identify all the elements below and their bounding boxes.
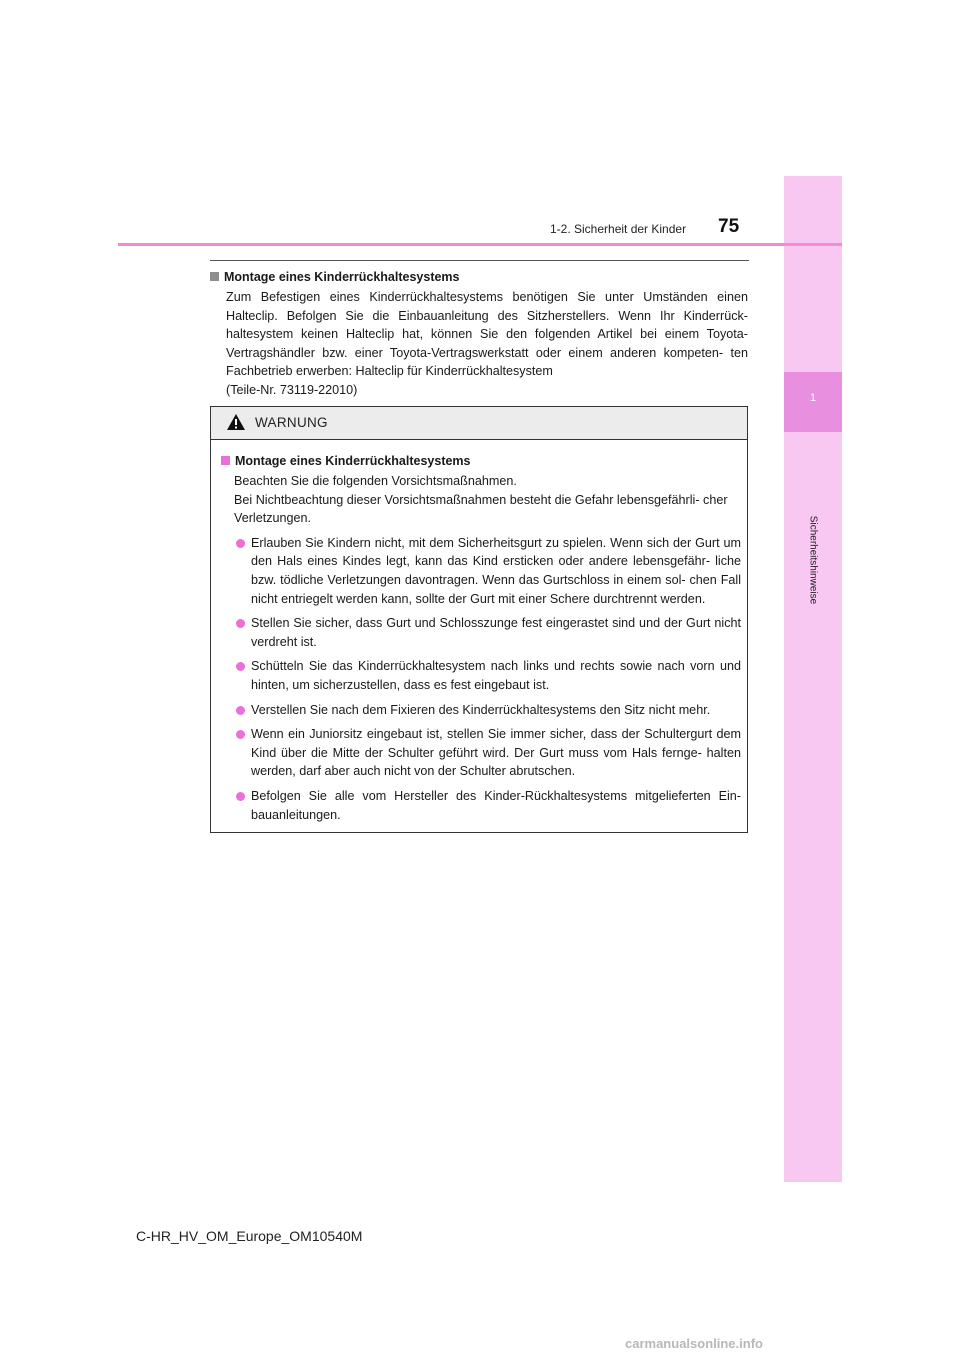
intro-paragraph: Zum Befestigen eines Kinderrückhaltesystems benötigen Sie unter Umständen einen Halteclip. Befolgen Sie die Einbauanleitung des Sitzherstellers. Wenn Ihr Kinderrück- haltesystem keinen Halteclip hat, können Sie den folgenden Artikel bei einem Toyota- Vertragshändler bzw. einer Toyota-Vertragswerkstatt oder einem anderen kompeten- ten Fachbetrieb erwerben: Halteclip für Kinderrückhaltesystem (Teile-Nr. 73119-22010) <box>226 290 749 397</box>
watermark-text: carmanualsonline.info <box>625 1336 763 1351</box>
circle-bullet-icon <box>236 730 245 739</box>
square-bullet-icon <box>210 272 219 281</box>
warning-bullet: Wenn ein Juniorsitz eingebaut ist, stellen Sie immer sicher, dass der Schultergurt dem Kind über die Mitte der Schulter geführt wird. Der Gurt muss vom Hals fernge- halten werden, darf aber auch nicht von der Schulter abrutschen. <box>221 725 741 781</box>
chapter-number: 1 <box>809 392 817 404</box>
warning-bullet: Schütteln Sie das Kinderrückhaltesystem nach links und rechts sowie nach vorn und hinten, um sicherzustellen, dass es fest eingebaut ist. <box>221 657 741 694</box>
square-bullet-icon <box>221 456 230 465</box>
circle-bullet-icon <box>236 662 245 671</box>
warning-bullet: Erlauben Sie Kindern nicht, mit dem Sicherheitsgurt zu spielen. Wenn sich der Gurt um den Hals eines Kindes legt, kann das Kind ersticken oder andere lebensgefähr- liche bzw. tödliche Verletzungen davontragen. Wenn das Gurtschloss in einem sol- chen Fall nicht entriegelt werden kann, sollte der Gurt mit einer Schere durchtrennt werden. <box>221 534 741 608</box>
warning-title: WARNUNG <box>255 415 328 430</box>
chapter-tab <box>784 176 842 1182</box>
document-code: C-HR_HV_OM_Europe_OM10540M <box>136 1228 363 1244</box>
warning-bullet: Stellen Sie sicher, dass Gurt und Schlosszunge fest eingerastet sind und der Gurt nicht verdreht ist. <box>221 614 741 651</box>
warning-heading: Montage eines Kinderrückhaltesystems <box>221 452 741 470</box>
content-divider <box>210 260 749 261</box>
circle-bullet-icon <box>236 792 245 801</box>
warning-intro: Beachten Sie die folgenden Vorsichtsmaßnahmen. Bei Nichtbeachtung dieser Vorsichtsmaßnahmen besteht die Gefahr lebensgefährli- cher Verletzungen. <box>234 474 728 526</box>
warning-bullet: Verstellen Sie nach dem Fixieren des Kinderrückhaltesystems den Sitz nicht mehr. <box>221 701 741 720</box>
chapter-label: Sicherheitshinweise <box>807 515 819 605</box>
intro-section <box>210 268 748 400</box>
header-rule <box>118 243 842 246</box>
warning-body <box>211 440 747 824</box>
warning-header <box>211 407 747 440</box>
page-number: 75 <box>718 216 740 237</box>
warning-bullet: Befolgen Sie alle vom Hersteller des Kinder-Rückhaltesystems mitgelieferten Ein- bauanleitungen. <box>221 787 741 824</box>
warning-triangle-icon <box>226 413 246 431</box>
section-title: 1-2. Sicherheit der Kinder <box>550 222 687 236</box>
warning-box <box>210 406 748 833</box>
circle-bullet-icon <box>236 539 245 548</box>
circle-bullet-icon <box>236 619 245 628</box>
circle-bullet-icon <box>236 706 245 715</box>
intro-heading: Montage eines Kinderrückhaltesystems <box>210 268 748 286</box>
